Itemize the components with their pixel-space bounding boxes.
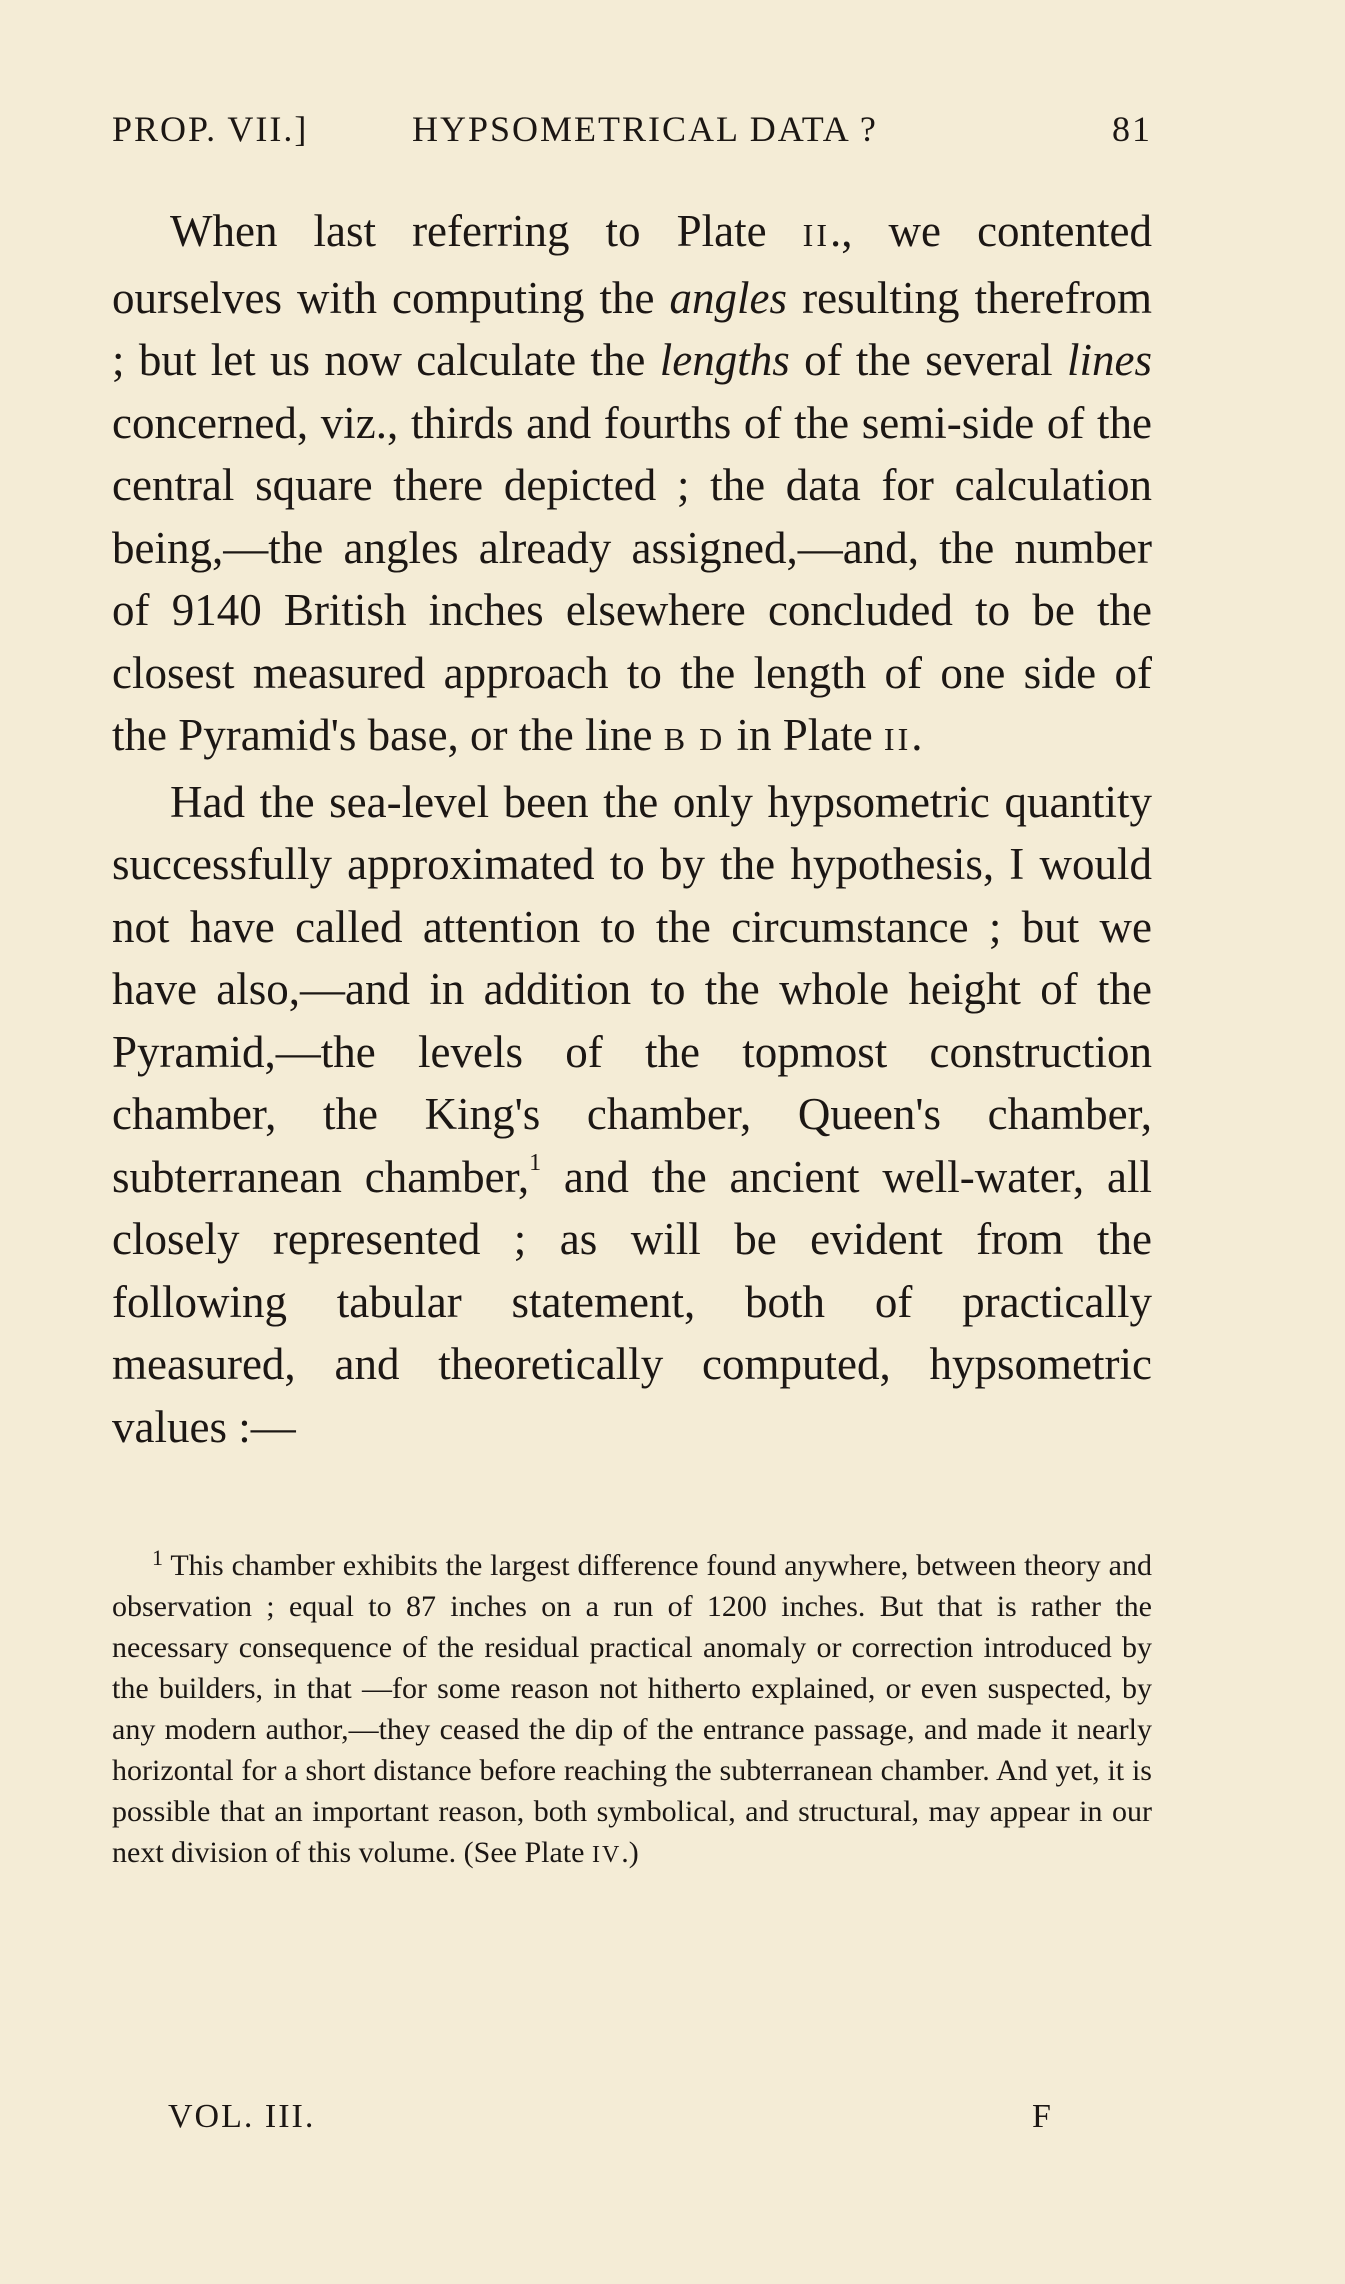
footnote-text: This chamber exhibits the largest difference found anywhere, between theory and observation ; equal to 87 inches on a run of 1200 inches. But that is rather the necessary consequence of the residual practical anomaly or correction introduced by the builders, in that —for some reason not hitherto explained, or even suspected, by any modern author,—they ceased the dip of the entrance passage, and made it nearly horizontal for a short distance before reaching the subterranean chamber. And yet, it is possible that an important reason, both symbolical, and structural, may appear in our next division of this volume. (See Plate bbox=[112, 1549, 1152, 1869]
p1-line-label: B D bbox=[663, 721, 726, 757]
p1-text: . bbox=[911, 710, 923, 760]
signature-mark: F bbox=[1032, 2098, 1053, 2135]
p1-plate-ref: II bbox=[802, 217, 830, 253]
page-footer bbox=[112, 2098, 1152, 2148]
footnote-plate-ref: IV bbox=[591, 1842, 622, 1868]
p1-text: resulting therefrom ; but let us now calculate the bbox=[112, 272, 1152, 385]
header-section: PROP. VII.] bbox=[112, 109, 309, 149]
main-text bbox=[112, 200, 1152, 1458]
p1-plate-ref: II bbox=[883, 721, 912, 757]
footnote bbox=[112, 1545, 1152, 1876]
p1-text: in Plate bbox=[725, 710, 884, 760]
header-title: HYPSOMETRICAL DATA ? bbox=[412, 109, 878, 149]
footnote-text: .) bbox=[621, 1836, 639, 1869]
p1-italic-angles: angles bbox=[669, 272, 788, 323]
footnote-reference: 1 bbox=[529, 1149, 542, 1176]
p1-text: concerned, viz., thirds and fourths of the semi-side of the central square there depicted ; the data for calculation being,—the angles already assigned,—and, the number of 9140 British inches elsewhere concluded to be the closest measured approach to the length of one side of the Pyramid's base, or the line bbox=[112, 397, 1152, 760]
paragraph-2 bbox=[112, 771, 1152, 1459]
volume-label: VOL. III. bbox=[168, 2098, 316, 2135]
p1-text: of the several bbox=[789, 335, 1067, 385]
p2-text: and the ancient well-water, all closely represented ; as will be evident from the following tabular statement, both of practically measured, and theoretically computed, hypsometric values :— bbox=[112, 1151, 1152, 1452]
p1-text: When last referring to Plate bbox=[170, 206, 803, 256]
running-header bbox=[112, 108, 1152, 158]
p1-text: ., we contented ourselves with computing the bbox=[112, 206, 1152, 323]
page-number: 81 bbox=[1112, 109, 1152, 149]
p1-italic-lengths: lengths bbox=[659, 335, 790, 385]
p1-italic-lines: lines bbox=[1067, 335, 1152, 385]
p2-text: Had the sea-level been the only hypsometric quantity successfully approximated to by the hypothesis, I would not have called attention to the circumstance ; but we have also,—and in addition to the whole height of the Pyramid,—the levels of the topmost construction chamber, the King's chamber, Queen's chamber, subterranean chamber, bbox=[112, 776, 1152, 1202]
paragraph-1 bbox=[112, 200, 1152, 771]
footnote-mark: 1 bbox=[152, 1545, 163, 1570]
